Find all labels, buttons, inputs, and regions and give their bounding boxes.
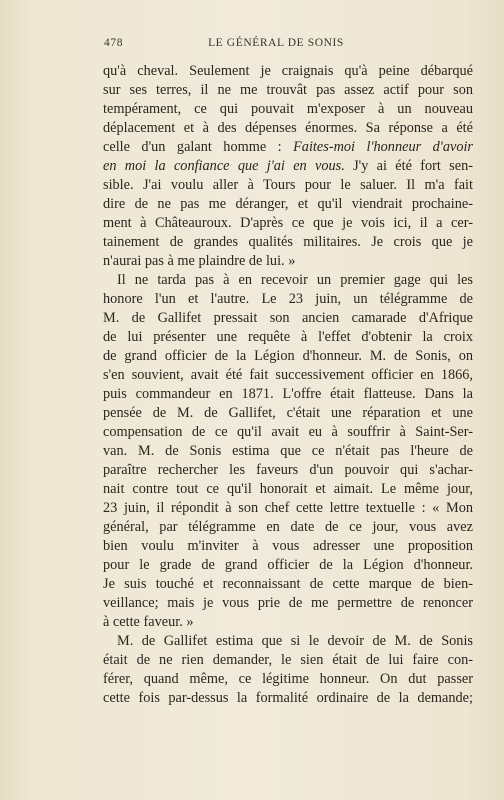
text-line-22: paraître rechercher les faveurs d'un pouvoir qui s'achar- — [103, 462, 473, 478]
page-number: 478 — [104, 37, 124, 49]
text-line-3: tempérament, ce qui pouvait m'exposer à un nouveau — [103, 101, 473, 117]
text-line-28: Je suis touché et reconnaissant de cette marque de bien- — [103, 576, 473, 592]
text-line-17: s'en souvient, avait été fait successivement officier en 1866, — [103, 367, 473, 383]
text-line-5-roman: celle d'un galant homme : — [103, 139, 294, 155]
text-line-18: puis commandeur en 1871. L'offre était flatteuse. Dans la — [103, 386, 473, 402]
text-line-34: cette fois par-dessus la formalité ordinaire de la demande; — [103, 690, 473, 706]
text-line-6 — [103, 157, 473, 176]
text-line-1: qu'à cheval. Seulement je craignais qu'à peine débarqué — [103, 63, 473, 79]
text-line-10: tainement de grandes qualités militaires. Je crois que je — [103, 234, 473, 250]
text-line-25: général, par télégramme en date de ce jour, vous avez — [103, 519, 473, 535]
text-line-6-roman: J'y ai été fort sen- — [344, 158, 473, 174]
text-line-31: M. de Gallifet estima que si le devoir de M. de Sonis — [117, 633, 473, 649]
text-line-21: van. M. de Sonis estima que ce n'était pas l'heure de — [103, 443, 473, 459]
text-line-15: de lui présenter une requête à l'effet d'obtenir la croix — [103, 329, 473, 345]
text-line-19: pensée de M. de Gallifet, c'était une réparation et une — [103, 405, 473, 421]
text-line-30: à cette faveur. » — [103, 614, 194, 630]
text-line-16: de grand officier de la Légion d'honneur. M. de Sonis, on — [103, 348, 473, 364]
text-line-11: n'aurai pas à me plaindre de lui. » — [103, 253, 296, 269]
text-line-33: férer, quand même, ce légitime honneur. On dut passer — [103, 671, 473, 687]
text-line-26: bien voulu m'inviter à vous adresser une proposition — [103, 538, 473, 554]
text-line-13: honore l'un et l'autre. Le 23 juin, un télégramme de — [103, 291, 473, 307]
text-line-5 — [103, 138, 473, 157]
text-line-27: pour le grade de grand officier de la Légion d'honneur. — [103, 557, 473, 573]
text-line-4: déplacement et à des dépenses énormes. Sa réponse a été — [103, 120, 473, 136]
page-header — [96, 37, 456, 53]
text-line-20: compensation de ce qu'il avait eu à souffrir à Saint-Ser- — [103, 424, 473, 440]
running-head: LE GÉNÉRAL DE SONIS — [208, 37, 344, 49]
text-line-29: veillance; mais je vous prie de me permettre de renoncer — [103, 595, 473, 611]
text-line-6-italic: en moi la confiance que j'ai en vous. — [103, 158, 345, 174]
text-line-32: était de ne rien demander, le sien était de lui faire con- — [103, 652, 473, 668]
text-line-8: dire de ne pas me déranger, et qu'il viendrait prochaine- — [103, 196, 473, 212]
text-line-5-italic: Faites-moi l'honneur d'avoir — [293, 139, 473, 155]
text-line-12: Il ne tarda pas à en recevoir un premier gage qui les — [117, 272, 473, 288]
text-line-14: M. de Gallifet pressait son ancien camarade d'Afrique — [103, 310, 473, 326]
text-line-24: 23 juin, il répondit à son chef cette lettre textuelle : « Mon — [103, 500, 473, 516]
body-text — [103, 62, 473, 708]
text-line-2: sur ses terres, il ne me trouvât pas assez actif pour son — [103, 82, 473, 98]
text-line-23: nait contre tout ce qu'il honorait et aimait. Le même jour, — [103, 481, 473, 497]
text-line-9: ment à Châteauroux. D'après ce que je vois ici, il a cer- — [103, 215, 473, 231]
text-line-7: sible. J'ai voulu aller à Tours pour le saluer. Il m'a fait — [103, 177, 473, 193]
